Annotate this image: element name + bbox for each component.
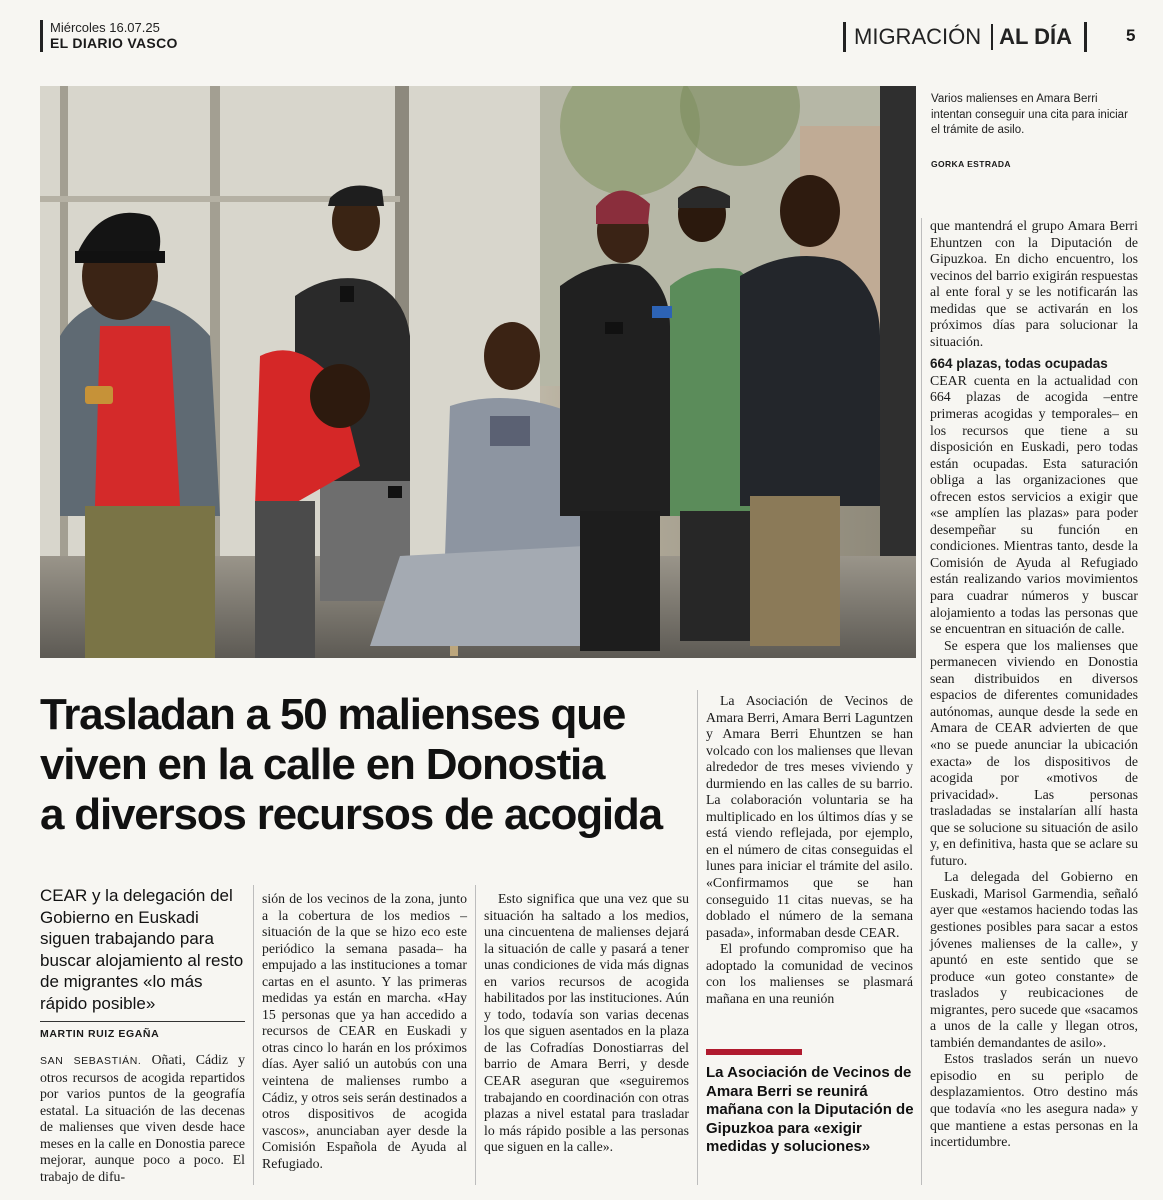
newspaper-name: EL DIARIO VASCO: [50, 35, 178, 51]
section-name: MIGRACIÓN: [854, 24, 982, 49]
article-paragraph: que mantendrá el grupo Amara Berri Ehuntzen con la Diputación de Gipuzkoa. En dicho encuentro, los vecinos del barrio exigirán respuestas al ente foral y se les notificarán las medidas que se activarán en los próximos días para solucionar la situación.: [930, 218, 1138, 349]
subheadline: CEAR y la delegación del Gobierno en Euskadi siguen trabajando para buscar alojamiento al resto de migrantes «lo más rápido posible»: [40, 886, 244, 1013]
column-divider: [253, 885, 254, 1185]
article-paragraph: Se espera que los malienses que permanecen viviendo en Donostia sean distribuidos en diversos espacios de diferentes comunidades autónomas, aunque desde la sede en Amara de CEAR advierten de que «no se puede anunciar la ubicación exacta» de los dispositivos de acogida por «motivos de privacidad». Las personas trasladadas se instalarían allí hasta que se solucione su situación de asilo y, en definitiva, hasta que se aclare su futuro.: [930, 637, 1138, 868]
article-paragraph: La Asociación de Vecinos de Amara Berri, Amara Berri Laguntzen y Amara Berri Ehuntzen se han volcado con los malienses que llevan alrededor de tres meses viviendo y durmiendo en las calles de su barrio. La colaboración voluntaria se ha multiplicado en los últimos días y se está viendo reflejada, por ejemplo, en el número de citas conseguidas el lunes para iniciar el trámite del asilo. «Confirmamos que se han conseguido 11 citas nuevas, se ha doblado el número de la semana pasada», informaban desde CEAR.: [706, 693, 913, 940]
photo-caption: Varios malienses en Amara Berri intentan conseguir una cita para iniciar el trámite de asilo.: [931, 93, 1128, 136]
article-paragraph: [40, 1052, 245, 1185]
column-divider: [921, 218, 922, 1185]
section-heading: 664 plazas, todas ocupadas: [930, 356, 1108, 372]
headline-line-2: viven en la calle en Donostia: [40, 740, 605, 789]
article-paragraph: El profundo compromiso que ha adoptado la comunidad de vecinos con los malienses se plasmará mañana en una reunión: [706, 941, 913, 1006]
article-column-2: [262, 891, 467, 1172]
column-divider: [697, 690, 698, 1185]
section-separator: [991, 24, 993, 50]
news-photo: [40, 86, 916, 658]
pullquote: La Asociación de Vecinos de Amara Berri se reunirá mañana con la Diputación de Gipuzkoa para «exigir medidas y soluciones»: [706, 1064, 914, 1156]
section-header: [843, 22, 1087, 52]
article-paragraph: La delegada del Gobierno en Euskadi, Marisol Garmendia, señaló ayer que «estamos haciendo todas las gestiones posibles para sacar a estos jóvenes malienses de la calle», y apuntó en este sentido que se produce «un goteo constante» de traslados y reubicaciones de migrantes, pero sucede que «sacamos a unos de la calle y llegan otros, también demandantes de asilo».: [930, 869, 1138, 1050]
section-rule-right: [1084, 22, 1087, 52]
article-paragraph: Esto significa que una vez que su situación ha saltado a los medios, una cincuentena de malienses dejará la situación de calle y pasará a tener unas condiciones de vida más dignas en varios recursos de acogida habilitados por las instituciones. Aún y todo, todavía son varias decenas los que siguen asentados en la plaza de las Cofradías Donostiarras del barrio de Amara Berri, y desde CEAR aseguran que «seguiremos trabajando en coordinación con otras plazas a nivel estatal para trasladar lo más rápido posible a las personas que siguen en la calle».: [484, 891, 689, 1155]
subsection-name: AL DÍA: [999, 24, 1073, 49]
photo-illustration: [40, 86, 916, 658]
header-left-rule: [40, 20, 43, 52]
column-divider: [475, 885, 476, 1185]
paragraph-text: Oñati, Cádiz y otros recursos de acogida repartidos por varios puntos de la geografía estatal. La situación de las decenas de malienses que viven desde hace meses en la calle en Donostia parece mejorar, aunque poco a poco. El trabajo de difu-: [40, 1052, 245, 1184]
article-paragraph: sión de los vecinos de la zona, junto a la cobertura de los medios –situación de la que se hizo eco este periódico la semana pasada– ha empujado a las instituciones a tomar cartas en el asunto. Y las primeras medidas ya están en marcha. «Hay 15 personas que ya han accedido a recursos de CEAR en Euskadi y otras cinco lo harán en los próximos días. Ayer salió un autobús con una veintena de malienses rumbo a Cádiz, y otros seis serán destinados a otros dispositivos de acogida vascos», anunciaban ayer desde la Comisión Española de Ayuda al Refugiado.: [262, 891, 467, 1171]
headline-line-1: Trasladan a 50 malienses que: [40, 690, 626, 739]
section-rule: [843, 22, 846, 52]
headline: [40, 690, 700, 840]
pullquote-accent: [706, 1049, 802, 1055]
article-paragraph: Estos traslados serán un nuevo episodio en su periplo de desplazamientos. Otro destino más que todavía «no les asegura nada» y que mantiene a estas personas en la incertidumbre.: [930, 1051, 1138, 1150]
article-column-1: [40, 1052, 245, 1185]
article-paragraph: CEAR cuenta en la actualidad con 664 plazas de acogida –entre primeras acogidas y temporales– en los recursos que tiene a su disposición en Euskadi, pero todas están ocupadas. Esta saturación obliga a las organizaciones que ofrecen estos servicios a exigir que «se amplíen las plazas» para poder desempeñar su función en condiciones. Mientras tanto, desde la Comisión de Ayuda al Refugiado están realizando varios movimientos para cuadrar números y buscar alojamiento a todas las personas que se encuentran en situación de calle.: [930, 372, 1138, 637]
issue-date: Miércoles 16.07.25: [50, 20, 160, 35]
author-rule: [40, 1021, 245, 1022]
article-column-3: [484, 891, 689, 1156]
page-number: 5: [1126, 26, 1136, 45]
author-byline: MARTIN RUIZ EGAÑA: [40, 1028, 160, 1040]
article-column-5: [930, 218, 1138, 1151]
headline-line-3: a diversos recursos de acogida: [40, 790, 662, 839]
photo-credit: GORKA ESTRADA: [931, 159, 1011, 169]
dateline: SAN SEBASTIÁN.: [40, 1055, 142, 1067]
article-column-4: [706, 693, 913, 1007]
